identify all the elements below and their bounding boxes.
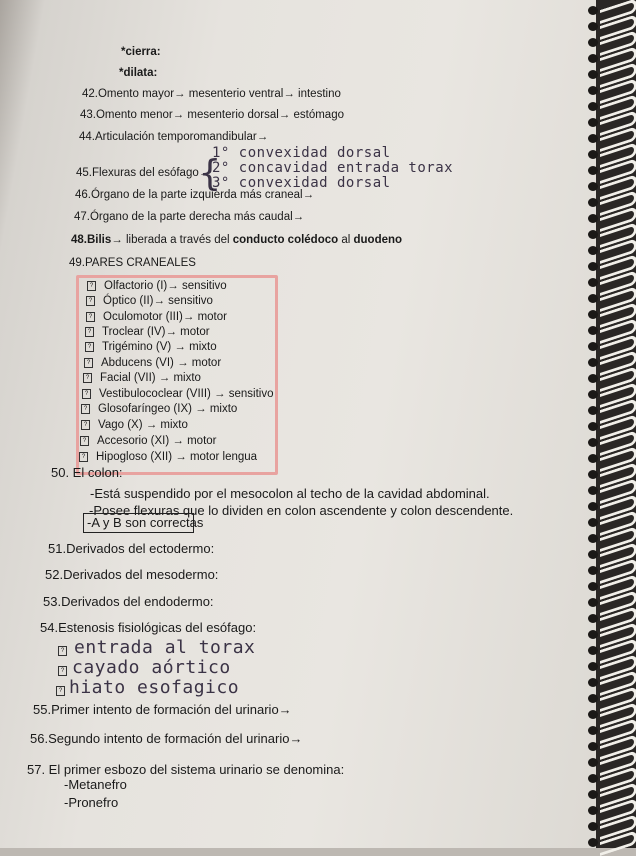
binding-hole [588,86,598,95]
nerve-item [85,326,210,338]
item-48-duct: conducto colédoco [232,234,339,246]
item-46: 46.Órgano de la parte izquierda más craneal→ [75,189,315,201]
item-50: 50. El colon: [51,465,123,480]
nerve-item [85,341,217,353]
binding-hole [588,550,598,559]
binding-hole [588,582,598,591]
nerve-label: Óptico (II)→ sensitivo [103,295,213,307]
binding-hole [588,198,598,207]
item-53: 53.Derivados del endodermo: [43,594,214,609]
nerve-label: Abducens (VI) → motor [101,357,222,369]
binding-hole [588,822,598,831]
item-48-term: 48.Bilis→ [71,234,123,246]
binding-hole [588,38,598,47]
binding-hole [588,790,598,799]
item-48-text2: al [338,234,354,246]
nerve-label: Vago (X) → mixto [98,419,188,431]
item-48-text: liberada a través del [122,234,233,246]
binding-hole [588,598,598,607]
binding-hole [588,70,598,79]
binding-hole [588,278,598,287]
item-55: 55.Primer intento de formación del urinario→ [33,702,292,717]
binding-hole [588,630,598,639]
binding-hole [588,310,598,319]
item-51: 51.Derivados del ectodermo: [48,541,215,556]
checkbox-icon: ? [87,281,96,291]
binding-hole [588,454,598,463]
nerve-label: Trigémino (V) → mixto [102,341,217,353]
binding-hole [588,102,598,111]
checkbox-icon: ? [58,646,67,656]
checkbox-icon: ? [58,666,67,676]
checkbox-icon: ? [85,342,94,352]
nerve-label: Troclear (IV)→ motor [102,326,210,338]
item-52: 52.Derivados del mesodermo: [45,567,219,582]
item-dilata: *dilata: [119,67,158,79]
binding-hole [588,806,598,815]
binding-hole [588,326,598,335]
binding-hole [588,214,598,223]
handwritten-estenosis-3: hiato esofagico [69,677,240,698]
binding-hole [588,54,598,63]
binding-hole [588,390,598,399]
checkbox-icon: ? [81,404,90,414]
binding-hole [588,166,598,175]
handwritten-estenosis-2: cayado aórtico [72,657,231,678]
bullet-item [58,645,75,657]
binding-hole [588,502,598,511]
binding-hole [588,710,598,719]
item-48-organ: duodeno [353,234,403,246]
item-50-option-a: -Está suspendido por el mesocolon al techo de la cavidad abdominal. [90,486,490,501]
handwritten-flexura-2: 2° concavidad entrada torax [212,160,454,176]
binding-hole [588,662,598,671]
item-48 [71,234,402,246]
binding-hole [588,6,598,15]
binding-hole [588,566,598,575]
handwritten-flexura-1: 1° convexidad dorsal [212,145,391,161]
binding-hole [588,262,598,271]
binding-hole [588,406,598,415]
nerve-label: Hipogloso (XII) → motor lengua [96,451,258,463]
nerve-item [82,388,274,400]
binding-hole [588,742,598,751]
binding-hole [588,694,598,703]
binding-hole [588,534,598,543]
binding-hole [588,614,598,623]
checkbox-icon: ? [79,452,88,462]
binding-hole [588,294,598,303]
checkbox-icon: ? [83,373,92,383]
checkbox-icon: ? [80,436,89,446]
binding-hole [588,150,598,159]
item-50-option-c: -A y B son correctas [87,515,204,530]
handwritten-estenosis-1: entrada al torax [74,637,256,658]
binding-hole [588,838,598,847]
nerve-item [87,280,227,292]
nerve-label: Glosofaríngeo (IX) → mixto [98,403,238,415]
checkbox-icon: ? [82,389,91,399]
checkbox-icon: ? [56,686,65,696]
nerve-label: Facial (VII) → mixto [100,372,201,384]
nerve-label: Vestibulococlear (VIII) → sensitivo [99,388,274,400]
binding-hole [588,438,598,447]
binding-hole [588,678,598,687]
item-49: 49.PARES CRANEALES [69,257,196,269]
binding-hole [588,230,598,239]
binding-hole [588,246,598,255]
item-42: 42.Omento mayor→ mesenterio ventral→ intestino [82,88,341,100]
checkbox-icon: ? [85,327,94,337]
binding-hole [588,774,598,783]
item-54: 54.Estenosis fisiológicas del esófago: [40,620,257,635]
checkbox-icon: ? [84,358,93,368]
nerve-item [81,403,237,415]
binding-hole [588,118,598,127]
binding-hole [588,134,598,143]
binding-hole [588,374,598,383]
checkbox-icon: ? [81,420,90,430]
nerve-item [79,451,257,463]
item-56: 56.Segundo intento de formación del urinario→ [30,731,303,746]
item-47: 47.Órgano de la parte derecha más caudal→ [74,211,305,223]
nerve-label: Oculomotor (III)→ motor [103,311,227,323]
nerve-item [80,435,217,447]
binding-hole [588,470,598,479]
checkbox-icon: ? [86,296,95,306]
item-57: 57. El primer esbozo del sistema urinario se denomina: [27,762,345,777]
nerve-item [84,357,221,369]
checkbox-icon: ? [86,312,95,322]
binding-hole [588,22,598,31]
item-50-option-b: -Posee flexuras que lo dividen en colon ascendente y colon descendente. [89,503,514,518]
nerve-label: Accesorio (XI) → motor [97,435,217,447]
binding-hole [588,342,598,351]
binding-hole [588,182,598,191]
binding-hole [588,422,598,431]
nerve-item [86,295,213,307]
item-45: 45.Flexuras del esófago→ [76,167,211,179]
handwritten-brace: { [199,153,221,194]
item-cierra: *cierra: [121,46,161,58]
binding-hole [588,518,598,527]
item-44: 44.Articulación temporomandibular→ [79,131,269,143]
binding-hole [588,486,598,495]
nerve-item [83,372,201,384]
binding-hole [588,358,598,367]
nerve-label: Olfactorio (I)→ sensitivo [104,280,227,292]
item-43: 43.Omento menor→ mesenterio dorsal→ estómago [80,109,344,121]
handwritten-flexura-3: 3° convexidad dorsal [212,175,391,191]
nerve-item [81,419,188,431]
binding-hole [588,726,598,735]
binding-hole [588,758,598,767]
item-57-option-b: -Pronefro [64,795,119,810]
nerve-item [86,311,227,323]
binding-hole [588,646,598,655]
item-57-option-a: -Metanefro [64,777,127,792]
